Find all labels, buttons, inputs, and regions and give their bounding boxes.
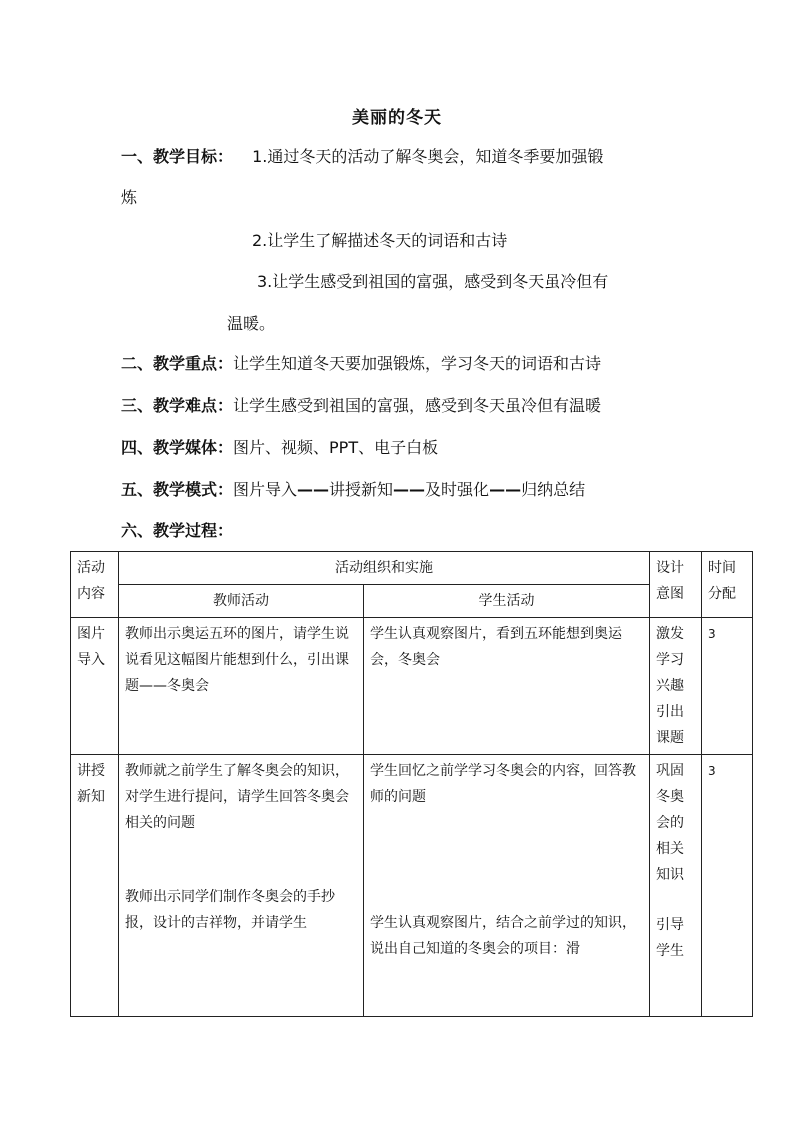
header-time: 时间 分配 — [702, 552, 753, 618]
row2-teacher-part1: 教师就之前学生了解冬奥会的知识，对学生进行提问，请学生回答冬奥会相关的问题 — [125, 763, 349, 831]
mode-separator-3: —— — [489, 480, 522, 499]
row2-design-part1: 巩固 冬奥 会的 相关 知识 — [656, 763, 684, 883]
row2-design-cell — [650, 755, 702, 1017]
row1-activity: 图片 导入 — [71, 618, 119, 755]
row2-student-cell — [364, 755, 650, 1017]
row2-teacher-cell — [119, 755, 364, 1017]
row2-activity: 讲授 新知 — [71, 755, 119, 1017]
header-student: 学生活动 — [364, 585, 650, 618]
key-points-text: 让学生知道冬天要加强锻炼，学习冬天的词语和古诗 — [233, 354, 602, 373]
media-label: 四、教学媒体： — [121, 438, 234, 457]
row1-teacher: 教师出示奥运五环的图片，请学生说说看见这幅图片能想到什么，引出课题——冬奥会 — [119, 618, 364, 755]
header-teacher: 教师活动 — [119, 585, 364, 618]
goal-item-1: 1.通过冬天的活动了解冬奥会，知道冬季要加强锻 — [252, 147, 604, 166]
mode-step-4: 归纳总结 — [521, 480, 586, 499]
row1-time: 3 — [702, 618, 753, 755]
goals-line-1 — [121, 146, 603, 168]
document-title: 美丽的冬天 — [352, 108, 442, 128]
goals-label: 一、教学目标： — [121, 147, 234, 166]
header-activity: 活动 内容 — [71, 552, 119, 618]
difficulties-text: 让学生感受到祖国的富强，感受到冬天虽冷但有温暖 — [233, 396, 602, 415]
mode-separator-1: —— — [297, 480, 330, 499]
goal-item-3-continued: 温暖。 — [227, 314, 276, 333]
row2-student-part2: 学生认真观察图片，结合之前学过的知识，说出自己知道的冬奥会的项目：滑 — [370, 915, 636, 957]
media-line — [121, 437, 438, 459]
row2-teacher-part2: 教师出示同学们制作冬奥会的手抄报，设计的吉祥物，并请学生 — [125, 889, 335, 931]
table-row — [71, 755, 753, 1017]
row2-design-part2: 引导 学生 — [656, 917, 684, 959]
row2-student-part1: 学生回忆之前学学习冬奥会的内容，回答教师的问题 — [370, 763, 636, 805]
header-organization: 活动组织和实施 — [119, 552, 650, 585]
goal-item-3: 3.让学生感受到祖国的富强，感受到冬天虽冷但有 — [257, 272, 609, 291]
mode-line — [121, 479, 585, 501]
key-points-label: 二、教学重点： — [121, 354, 234, 373]
table-row — [71, 618, 753, 755]
goal-item-2: 2.让学生了解描述冬天的词语和古诗 — [252, 231, 508, 250]
header-design: 设计 意图 — [650, 552, 702, 618]
mode-separator-2: —— — [393, 480, 426, 499]
mode-step-2: 讲授新知 — [329, 480, 394, 499]
mode-step-3: 及时强化 — [425, 480, 490, 499]
goal-item-1-continued: 炼 — [121, 188, 138, 207]
difficulties-line — [121, 395, 601, 417]
process-heading — [121, 520, 233, 542]
mode-step-1: 图片导入 — [233, 480, 298, 499]
mode-label: 五、教学模式： — [121, 480, 234, 499]
table-header-row — [71, 552, 753, 585]
row1-student: 学生认真观察图片，看到五环能想到奥运会，冬奥会 — [364, 618, 650, 755]
key-points-line — [121, 353, 601, 375]
row1-design: 激发 学习 兴趣 引出 课题 — [650, 618, 702, 755]
teaching-process-table — [70, 551, 753, 1017]
row2-time: 3 — [702, 755, 753, 1017]
process-label: 六、教学过程： — [121, 521, 234, 540]
media-text: 图片、视频、PPT、电子白板 — [233, 438, 439, 457]
difficulties-label: 三、教学难点： — [121, 396, 234, 415]
